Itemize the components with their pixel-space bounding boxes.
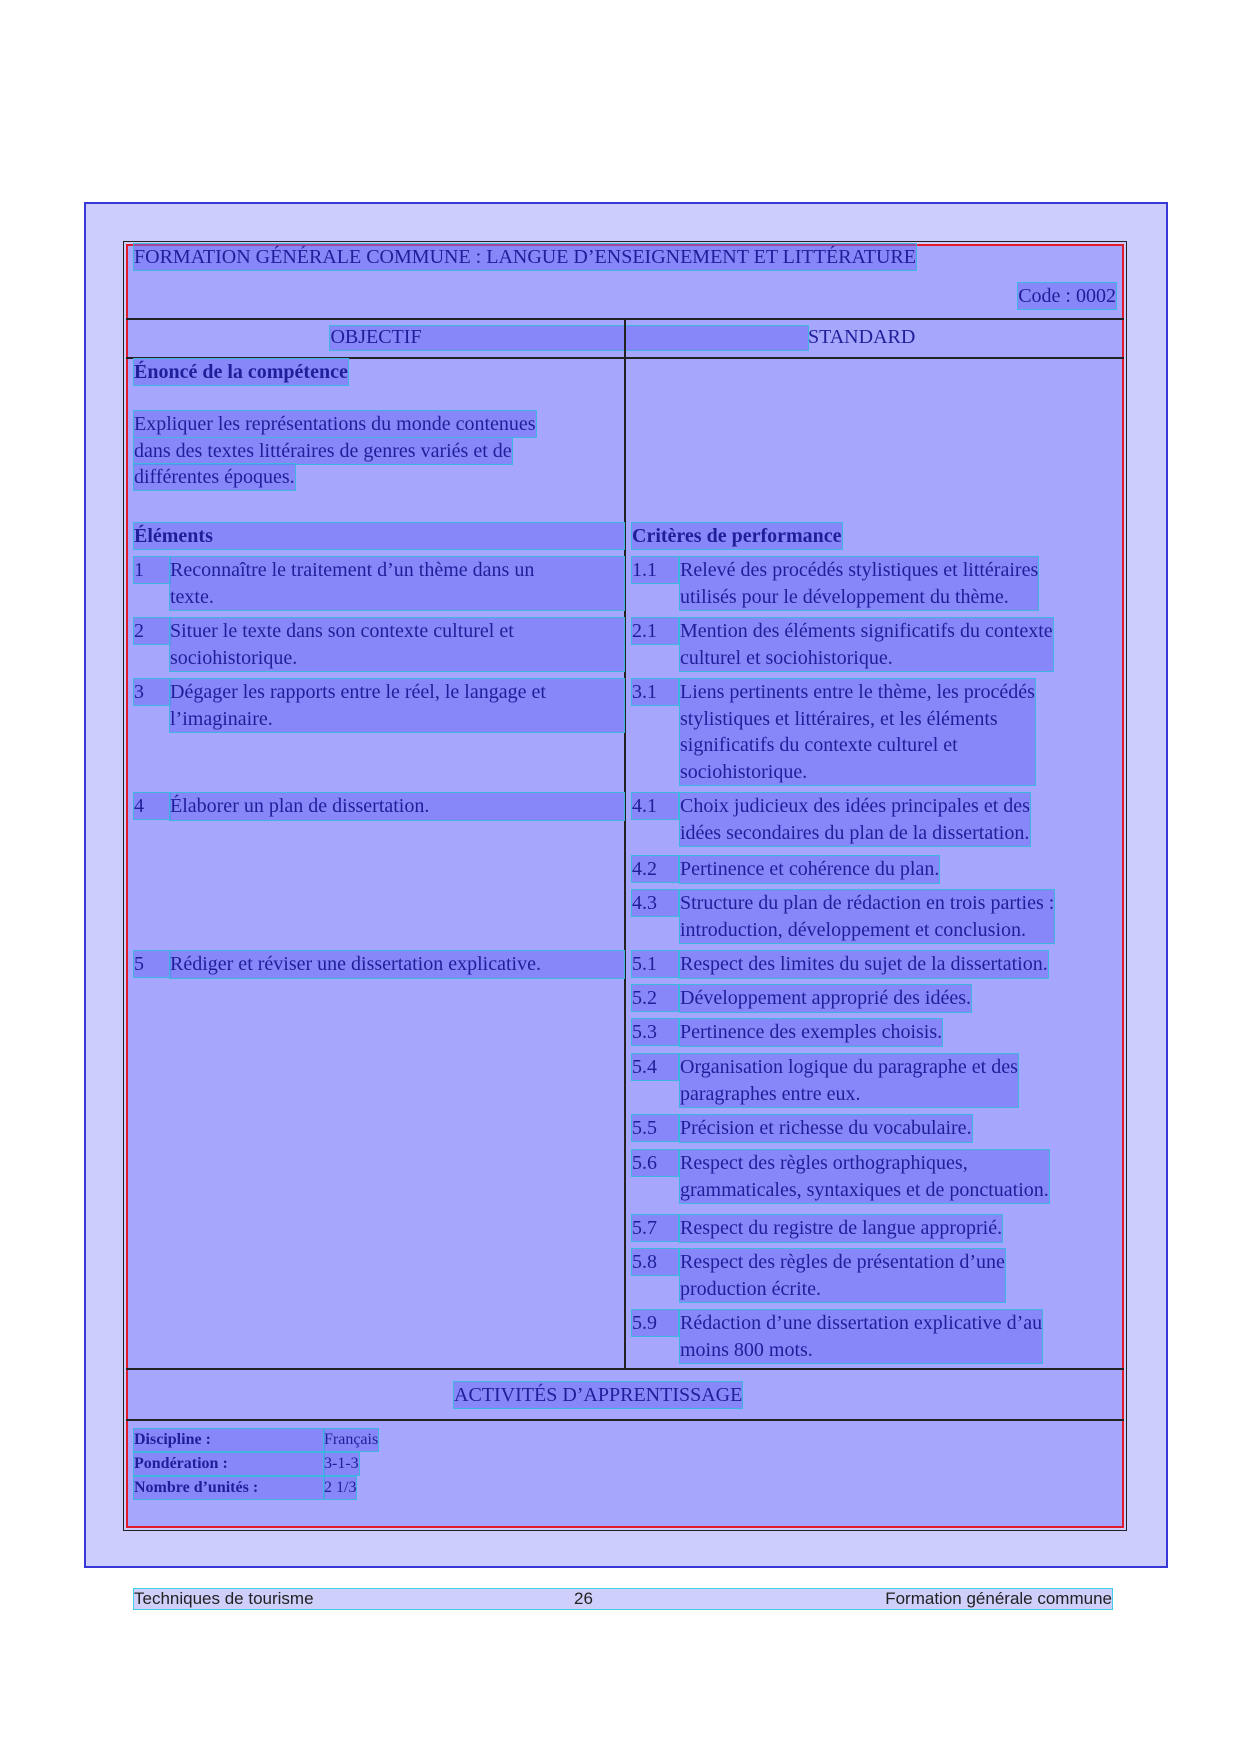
critere-number: 5.3 bbox=[632, 1019, 678, 1045]
critere-text: Pertinence et cohérence du plan. bbox=[680, 856, 939, 883]
critere-text: Organisation logique du paragraphe et des paragraphes entre eux. bbox=[680, 1054, 1018, 1107]
critere-number: 5.5 bbox=[632, 1115, 678, 1141]
ponderation-value: 3-1-3 bbox=[324, 1453, 359, 1475]
footer-section: Formation générale commune bbox=[885, 1589, 1112, 1608]
divider bbox=[126, 1419, 1124, 1421]
critere-text: Respect des règles orthographiques, grammaticales, syntaxiques et de ponctuation. bbox=[680, 1150, 1049, 1203]
critere-number: 2.1 bbox=[632, 618, 678, 644]
criteres-heading: Critères de performance bbox=[632, 525, 842, 547]
critere-text: Relevé des procédés stylistiques et littéraires utilisés pour le développement du thème. bbox=[680, 557, 1038, 610]
column-header-standard: STANDARD bbox=[808, 326, 916, 348]
critere-text: Développement approprié des idées. bbox=[680, 985, 971, 1012]
divider bbox=[126, 1368, 1124, 1370]
critere-number: 5.1 bbox=[632, 951, 678, 977]
footer-page-number: 26 bbox=[574, 1589, 593, 1608]
critere-number: 5.8 bbox=[632, 1249, 678, 1275]
critere-number: 4.2 bbox=[632, 856, 678, 882]
critere-text: Respect des règles de présentation d’une production écrite. bbox=[680, 1249, 1005, 1302]
critere-number: 4.1 bbox=[632, 793, 678, 819]
element-number: 4 bbox=[134, 793, 170, 819]
element-text: Reconnaître le traitement d’un thème dans un texte. bbox=[170, 557, 624, 610]
critere-text: Liens pertinents entre le thème, les procédés stylistiques et littéraires, et les éléments significatifs du contexte culturel et sociohistorique. bbox=[680, 679, 1035, 785]
page-footer bbox=[134, 1589, 1112, 1609]
element-text: Dégager les rapports entre le réel, le langage et l’imaginaire. bbox=[170, 679, 624, 732]
unites-value: 2 1/3 bbox=[324, 1477, 356, 1499]
element-number: 5 bbox=[134, 951, 170, 977]
discipline-label: Discipline : bbox=[134, 1429, 324, 1451]
unites-label: Nombre d’unités : bbox=[134, 1477, 324, 1499]
competence-line: dans des textes littéraires de genres variés et de bbox=[134, 440, 512, 462]
element-number: 1 bbox=[134, 557, 170, 583]
discipline-value: Français bbox=[324, 1429, 378, 1451]
document-title: FORMATION GÉNÉRALE COMMUNE : LANGUE D’ENSEIGNEMENT ET LITTÉRATURE bbox=[134, 246, 916, 268]
critere-number: 1.1 bbox=[632, 557, 678, 583]
critere-number: 5.9 bbox=[632, 1310, 678, 1336]
element-text: Situer le texte dans son contexte culturel et sociohistorique. bbox=[170, 618, 624, 671]
ponderation-label: Pondération : bbox=[134, 1453, 324, 1475]
critere-number: 5.4 bbox=[632, 1054, 678, 1080]
critere-text: Respect des limites du sujet de la dissertation. bbox=[680, 951, 1048, 978]
critere-text: Choix judicieux des idées principales et des idées secondaires du plan de la dissertation. bbox=[680, 793, 1030, 846]
elements-heading: Éléments bbox=[134, 523, 624, 549]
critere-number: 5.2 bbox=[632, 985, 678, 1011]
column-header-objectif: OBJECTIF bbox=[330, 326, 422, 348]
competence-line: différentes époques. bbox=[134, 466, 295, 488]
competence-heading: Énoncé de la compétence bbox=[134, 361, 348, 383]
footer-program: Techniques de tourisme bbox=[134, 1589, 314, 1608]
critere-text: Précision et richesse du vocabulaire. bbox=[680, 1115, 972, 1142]
critere-number: 5.6 bbox=[632, 1150, 678, 1176]
element-text: Rédiger et réviser une dissertation explicative. bbox=[170, 951, 624, 978]
critere-text: Mention des éléments significatifs du contexte culturel et sociohistorique. bbox=[680, 618, 1053, 671]
critere-text: Pertinence des exemples choisis. bbox=[680, 1019, 942, 1046]
critere-text: Respect du registre de langue approprié. bbox=[680, 1215, 1002, 1242]
activites-heading: ACTIVITÉS D’APPRENTISSAGE bbox=[454, 1384, 743, 1406]
column-divider bbox=[624, 318, 626, 1368]
critere-number: 5.7 bbox=[632, 1215, 678, 1241]
critere-number: 3.1 bbox=[632, 679, 678, 705]
critere-number: 4.3 bbox=[632, 890, 678, 916]
element-number: 3 bbox=[134, 679, 170, 705]
element-number: 2 bbox=[134, 618, 170, 644]
element-text: Élaborer un plan de dissertation. bbox=[170, 793, 624, 820]
critere-text: Rédaction d’une dissertation explicative d’au moins 800 mots. bbox=[680, 1310, 1042, 1363]
critere-text: Structure du plan de rédaction en trois parties : introduction, développement et conclusion. bbox=[680, 890, 1054, 943]
competence-code: Code : 0002 bbox=[1018, 285, 1116, 307]
competence-line: Expliquer les représentations du monde contenues bbox=[134, 413, 536, 435]
